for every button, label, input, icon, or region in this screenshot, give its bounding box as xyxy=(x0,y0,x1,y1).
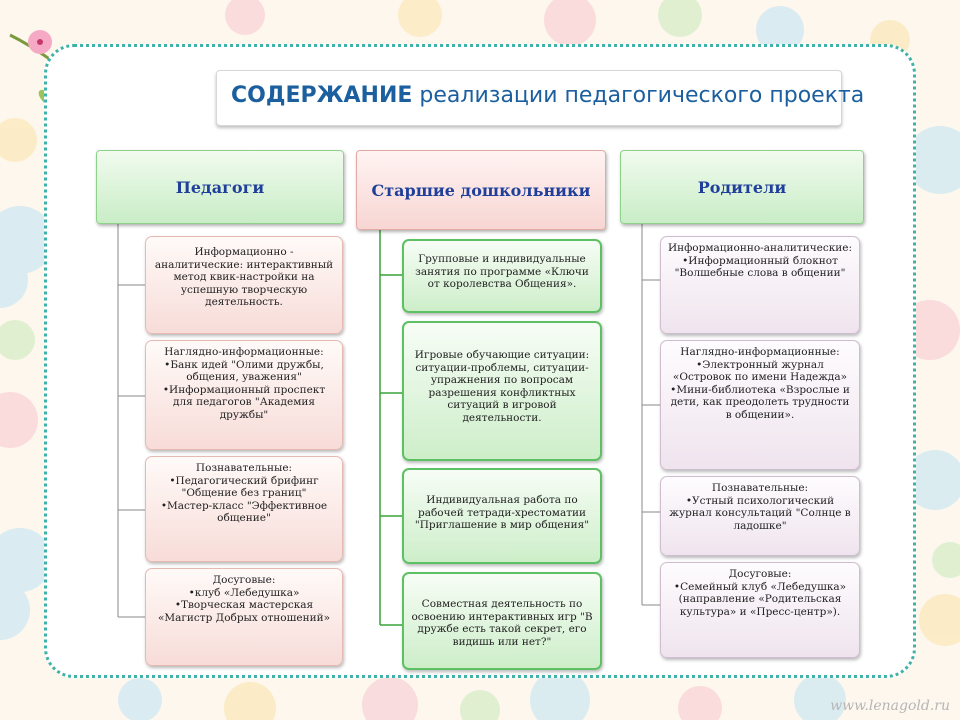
watermark: www.lenagold.ru xyxy=(830,698,950,714)
parents-card-analytic xyxy=(660,236,860,334)
header-children xyxy=(356,150,606,230)
card-text: Групповые и индивидуальные занятия по программе «Ключи от королевства Общения». xyxy=(415,253,589,291)
teachers-card-leisure xyxy=(145,568,343,666)
card-text: Игровые обучающие ситуации: ситуации-проблемы, ситуации-упражнения по вопросам разрешения конфликтных ситуаций в игровой деятельности. xyxy=(414,349,590,424)
card-title: Познавательные: xyxy=(195,462,293,474)
card-item: •Банк идей "Олими дружбы, общения, уважения" xyxy=(164,358,324,384)
children-card-classes xyxy=(402,239,602,313)
card-item: •Педагогический брифинг "Общение без границ" xyxy=(169,474,319,500)
card-item: •Творческая мастерская «Магистр Добрых отношений» xyxy=(157,599,331,624)
header-teachers-label: Педагоги xyxy=(175,177,265,197)
header-parents-label: Родители xyxy=(697,177,787,197)
teachers-card-analytic xyxy=(145,236,343,334)
children-card-games xyxy=(402,321,602,461)
header-teachers xyxy=(96,150,344,224)
teachers-card-cognitive xyxy=(145,456,343,562)
card-item: •Мастер-класс "Эффективное общение" xyxy=(160,499,328,525)
card-title: Информационно - аналитические: интерактивный метод квик-настройки на успешную творческую деятельность. xyxy=(154,246,334,309)
card-title: Наглядно-информационные: xyxy=(164,346,324,358)
parents-card-visual xyxy=(660,340,860,470)
page-title-bold: СОДЕРЖАНИЕ xyxy=(231,83,413,108)
card-title: Досуговые: xyxy=(212,574,276,586)
teachers-card-visual xyxy=(145,340,343,450)
card-title: Досуговые: xyxy=(728,568,792,580)
page-title-rest: реализации педагогического проекта xyxy=(412,83,865,108)
card-title: Наглядно-информационные: xyxy=(680,346,840,358)
parents-card-leisure xyxy=(660,562,860,658)
card-item: •Устный психологический журнал консультаций "Солнце в ладошке" xyxy=(669,494,851,532)
card-item: •Информационный блокнот "Волшебные слова в общении" xyxy=(674,254,846,280)
card-item: •клуб «Лебедушка» xyxy=(188,586,300,599)
header-parents xyxy=(620,150,864,224)
card-text: Совместная деятельность по освоению интерактивных игр "В дружбе есть такой секрет, его видишь или нет?" xyxy=(411,598,593,648)
children-card-individual xyxy=(402,468,602,564)
parents-card-cognitive xyxy=(660,476,860,556)
card-item: •Мини-библиотека «Взрослые и дети, как преодолеть трудности в общении». xyxy=(670,383,850,421)
header-children-label: Старшие дошкольники xyxy=(371,180,591,200)
card-title: Информационно-аналитические: xyxy=(667,242,853,254)
card-item: •Семейный клуб «Лебедушка» (направление «Родительская культура» и «Пресс-центр»). xyxy=(673,580,847,618)
card-item: •Электронный журнал «Островок по имени Надежда» xyxy=(672,358,848,384)
card-title: Познавательные: xyxy=(711,482,809,494)
card-item: •Информационный проспект для педагогов "Академия дружбы" xyxy=(162,383,326,421)
card-text: Индивидуальная работа по рабочей тетради-хрестоматии "Приглашение в мир общения" xyxy=(414,494,590,532)
children-card-joint xyxy=(402,572,602,670)
